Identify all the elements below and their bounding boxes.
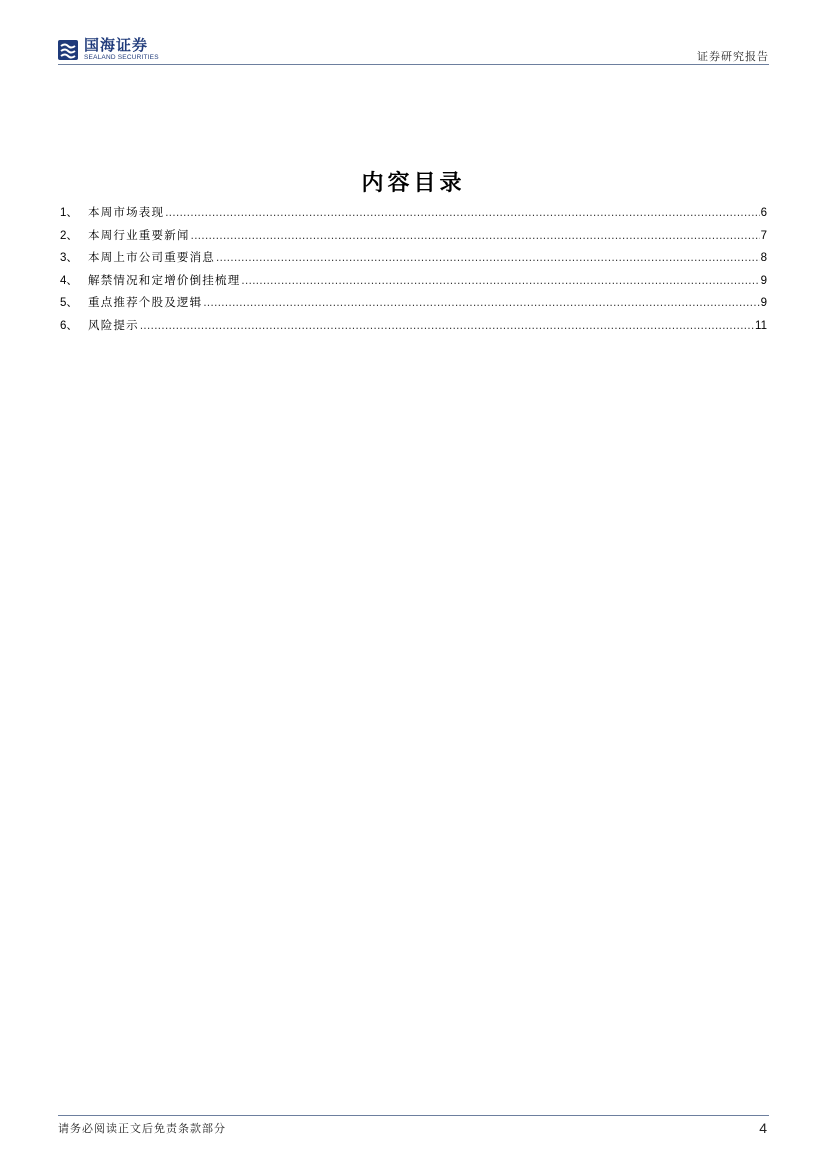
- logo-english-name: SEALAND SECURITIES: [84, 54, 159, 62]
- toc-entry-label[interactable]: 解禁情况和定增价倒挂梳理: [88, 272, 241, 287]
- disclaimer-note: 请务必阅读正文后免责条款部分: [58, 1122, 226, 1135]
- toc-entry-number: 4、: [60, 274, 78, 287]
- toc-dot-leader: [241, 275, 759, 287]
- toc-entry[interactable]: [60, 204, 767, 227]
- toc-entry[interactable]: [60, 249, 767, 272]
- toc-entry-label[interactable]: 风险提示: [88, 317, 139, 332]
- toc-entry-page[interactable]: 9: [760, 297, 767, 310]
- report-type-label: 证券研究报告: [697, 50, 769, 63]
- toc-entry-number: 1、: [60, 207, 78, 219]
- sealand-logo-icon: [58, 40, 78, 60]
- toc-entry-number: 6、: [60, 319, 78, 332]
- toc-entry-label[interactable]: 本周上市公司重要消息: [88, 250, 215, 265]
- toc-entry-number: 2、: [60, 229, 78, 242]
- toc-entry-page[interactable]: 6: [760, 207, 767, 219]
- footer-divider: [58, 1115, 769, 1116]
- toc-title: 内容目录: [361, 171, 466, 196]
- toc-entry[interactable]: [60, 272, 767, 295]
- toc-dot-leader: [140, 320, 754, 332]
- logo-chinese-name: 国海证券: [84, 36, 149, 55]
- toc-entry[interactable]: [60, 227, 767, 250]
- toc-entry-page[interactable]: 8: [760, 252, 767, 265]
- toc-entry[interactable]: [60, 294, 767, 317]
- toc-dot-leader: [216, 252, 760, 264]
- toc-entry-label[interactable]: 本周市场表现: [88, 205, 165, 219]
- toc-dot-leader: [191, 230, 760, 242]
- toc-entry-number: 5、: [60, 297, 78, 310]
- page-number: 4: [759, 1120, 767, 1136]
- toc-entry-label[interactable]: 重点推荐个股及逻辑: [88, 295, 203, 310]
- toc-dot-leader: [203, 297, 759, 309]
- toc-entry-number: 3、: [60, 252, 78, 265]
- table-of-contents: [60, 204, 767, 340]
- company-logo: [58, 36, 159, 64]
- toc-entry-page[interactable]: 9: [760, 274, 767, 287]
- toc-entry[interactable]: [60, 317, 767, 340]
- toc-entry-page[interactable]: 7: [760, 229, 767, 242]
- toc-entry-page[interactable]: 11: [755, 319, 767, 332]
- toc-dot-leader: [165, 207, 759, 219]
- page-header: [58, 36, 769, 64]
- toc-entry-label[interactable]: 本周行业重要新闻: [88, 227, 190, 242]
- header-divider: [58, 64, 769, 65]
